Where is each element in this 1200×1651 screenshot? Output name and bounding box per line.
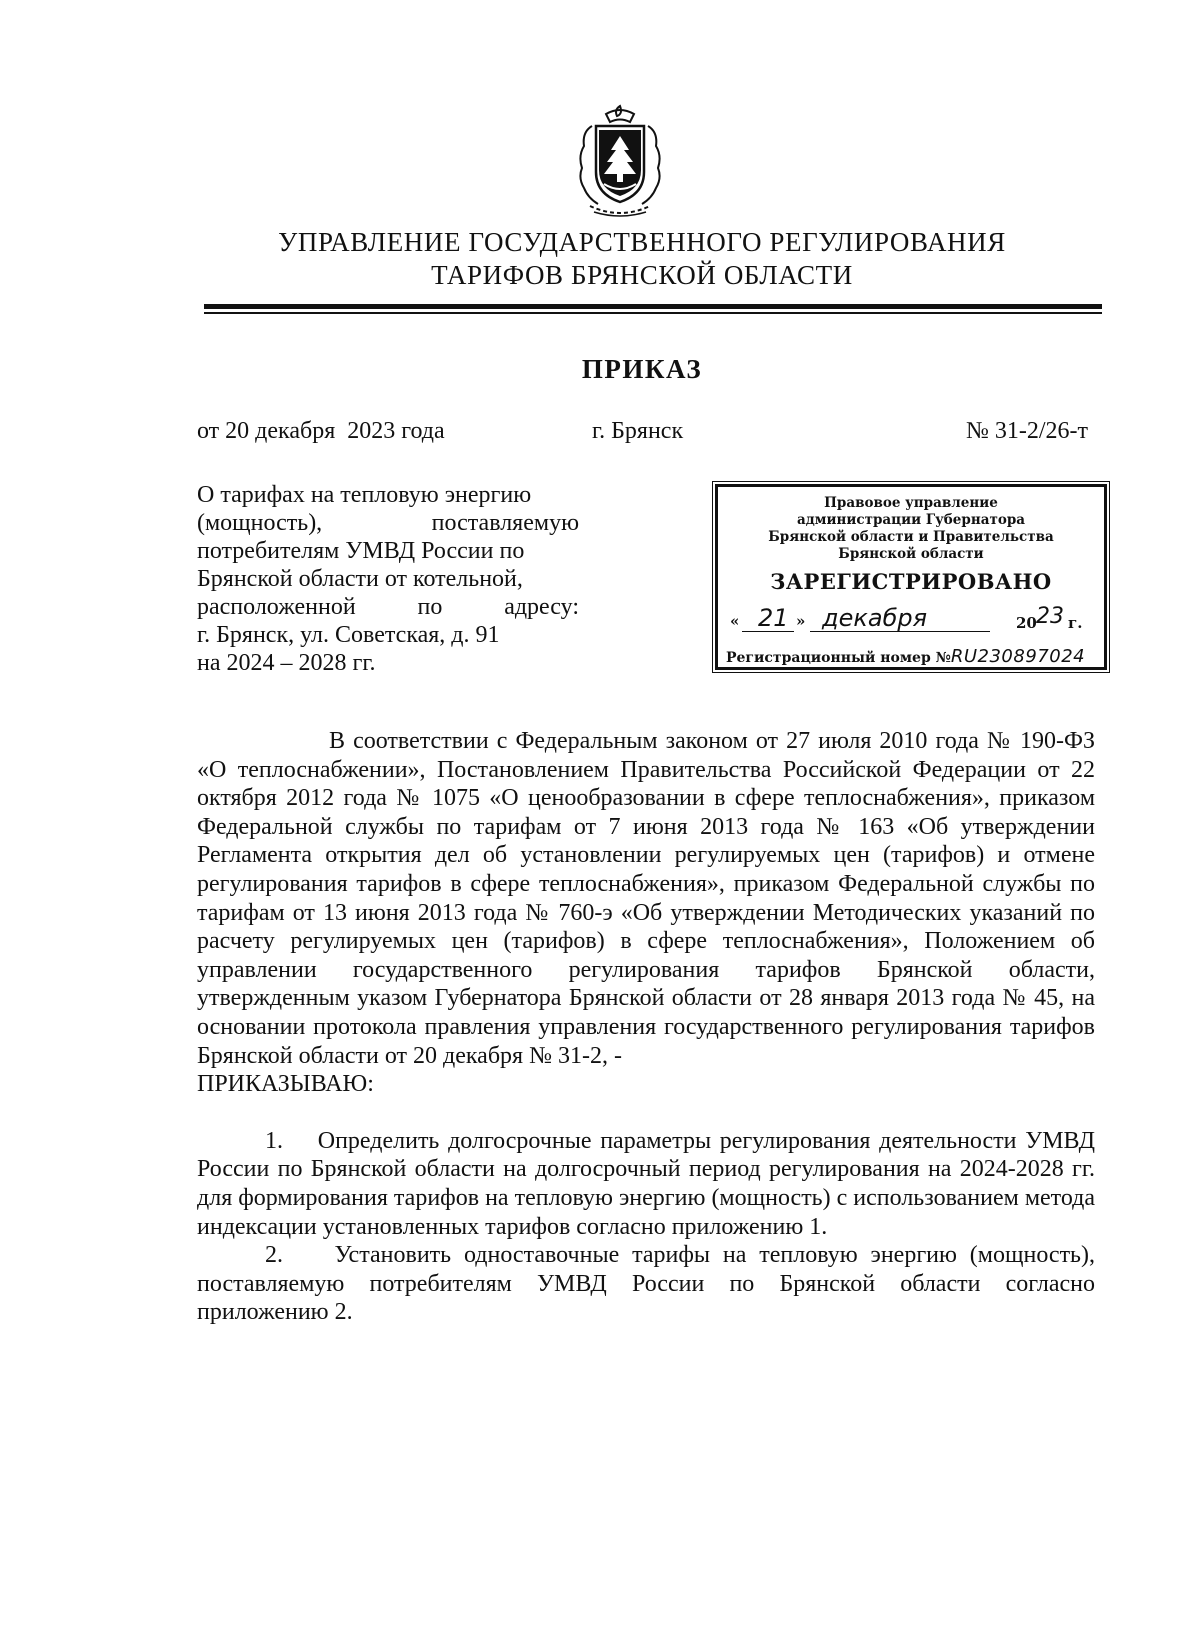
order-item-2: 2. Установить одноставочные тарифы на тепловую энергию (мощность), поставляемую потребителям УМВД России по Брянской области согласно приложению 2. xyxy=(197,1242,1095,1326)
subject-line: г. Брянск, ул. Советская, д. 91 xyxy=(197,622,500,648)
order-word: ПРИКАЗЫВАЮ: xyxy=(197,1071,374,1098)
order-item-1: 1. Определить долгосрочные параметры регулирования деятельности УМВД России по Брянской области на долгосрочный период регулирования на 2024-2028 гг. для формирования тарифов на тепловую энергию (мощность) с использованием метода индексации установленных тарифов согласно приложению 1. xyxy=(197,1127,1095,1240)
stamp-line: администрации Губернатора xyxy=(796,512,1026,528)
stamp-reg-number-label: Регистрационный номер № xyxy=(726,650,951,666)
stamp-year-prefix: 20 xyxy=(1016,614,1037,632)
document-number: № 31-2/26-т xyxy=(965,418,1088,444)
stamp-year-handwritten: 23 xyxy=(1036,604,1064,629)
document-city: г. Брянск xyxy=(592,418,684,444)
stamp-number-row xyxy=(726,646,1098,667)
stamp-reg-number-handwritten: RU230897024 xyxy=(950,646,1086,667)
subject-line: расположенной по адресу: xyxy=(197,594,579,620)
organization-name-line-2: ТАРИФОВ БРЯНСКОЙ ОБЛАСТИ xyxy=(431,260,853,290)
stamp-line: Брянской области xyxy=(838,546,984,562)
organization-name xyxy=(0,226,1200,292)
subject-line: потребителям УМВД России по xyxy=(197,538,525,564)
header-rule-thin xyxy=(204,312,1102,314)
document-title: ПРИКАЗ xyxy=(581,354,703,384)
order-body xyxy=(197,727,1095,1327)
stamp-line: Правовое управление xyxy=(824,495,998,511)
stamp-month-handwritten: декабря xyxy=(822,604,928,632)
stamp-line: Брянской области и Правительства xyxy=(768,529,1054,545)
subject-line: на 2024 – 2028 гг. xyxy=(197,650,376,676)
subject-line: Брянской области от котельной, xyxy=(197,566,523,592)
header-rule-thick xyxy=(204,304,1102,309)
preamble-paragraph: В соответствии с Федеральным законом от 27 июля 2010 года № 190-ФЗ «О теплоснабжении», Постановлением Правительства Российской Федерации от 22 октября 2012 года № 1075 «О ценообразовании в сфере теплоснабжения», приказом Федеральной службы по тарифам от 7 июня 2013 года № 163 «Об утверждении Регламента открытия дел об установлении регулируемых цен (тарифов) и отмене регулирования тарифов в сфере теплоснабжения», приказом Федеральной службы по тарифам от 13 июня 2013 года № 760-э «Об утверждении Методических указаний по расчету регулируемых цен (тарифов) в сфере теплоснабжения», Положением об управлении государственного регулирования тарифов Брянской области, утвержденным указом Губернатора Брянской области от 28 января 2013 года № 45, на основании протокола правления управления государственного регулирования тарифов Брянской области от 20 декабря № 31-2, - xyxy=(197,728,1095,1069)
subject-line: (мощность), поставляемую xyxy=(197,510,579,536)
stamp-date-row xyxy=(730,604,1094,636)
order-subject xyxy=(197,481,579,677)
organization-name-line-1: УПРАВЛЕНИЕ ГОСУДАРСТВЕННОГО РЕГУЛИРОВАНИЯ xyxy=(278,227,1006,257)
stamp-registered-label: ЗАРЕГИСТРИРОВАНО xyxy=(770,569,1052,594)
stamp-day-handwritten: 21 xyxy=(758,604,789,632)
stamp-year-end: г. xyxy=(1068,614,1083,632)
subject-line: О тарифах на тепловую энергию xyxy=(197,482,532,508)
stamp-quote-open: « xyxy=(730,612,740,630)
document-date: от 20 декабря 2023 года xyxy=(197,418,445,444)
bryansk-coat-of-arms-icon xyxy=(570,100,670,222)
stamp-quote-close: » xyxy=(796,612,806,630)
registration-stamp xyxy=(715,484,1107,670)
